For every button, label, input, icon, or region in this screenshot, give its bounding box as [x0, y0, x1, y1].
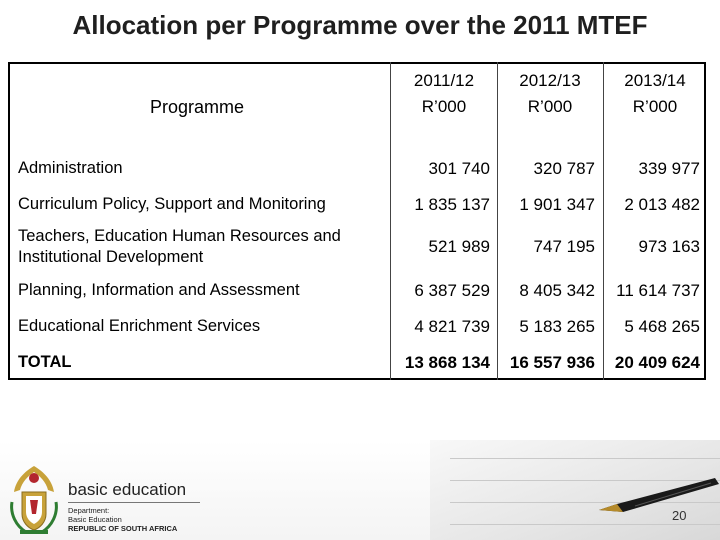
- page-number: 20: [672, 508, 687, 523]
- row-label-administration: Administration: [18, 159, 123, 177]
- table-cell: 5 468 265: [624, 317, 700, 336]
- table-cell: 8 405 342: [519, 281, 595, 300]
- row-label-line: Institutional Development: [18, 248, 204, 266]
- row-label-planning: Planning, Information and Assessment: [18, 281, 300, 299]
- table-cell: 747 195: [533, 237, 595, 256]
- table-cell: 339 977: [638, 159, 700, 178]
- dept-line: Basic Education: [68, 515, 122, 524]
- column-year: 2013/14: [624, 71, 686, 90]
- table-cell: 1 901 347: [519, 195, 595, 214]
- row-label-teachers: [18, 226, 341, 268]
- table-cell: 521 989: [428, 237, 490, 256]
- coat-of-arms-icon: [6, 462, 62, 536]
- row-label-enrichment: Educational Enrichment Services: [18, 317, 261, 335]
- table-cell: 320 787: [533, 159, 595, 178]
- slide-title: Allocation per Programme over the 2011 MTEF: [72, 10, 648, 40]
- table-cell: 11 614 737: [616, 281, 700, 300]
- programme-header: Programme: [150, 97, 245, 117]
- column-unit: R’000: [632, 97, 678, 116]
- row-label-curriculum: Curriculum Policy, Support and Monitoring: [18, 195, 326, 213]
- column-divider: [390, 62, 391, 380]
- department-name: [68, 506, 177, 533]
- dept-line: Department:: [68, 506, 110, 515]
- dept-line: REPUBLIC OF SOUTH AFRICA: [68, 524, 178, 533]
- column-header-2012-13: [498, 68, 602, 120]
- fountain-pen-icon: [595, 476, 720, 516]
- column-year: 2012/13: [519, 71, 581, 90]
- column-unit: R’000: [421, 97, 467, 116]
- brand-divider: [68, 502, 200, 503]
- table-cell: 4 821 739: [414, 317, 490, 336]
- row-label-line: Teachers, Education Human Resources and: [18, 227, 341, 245]
- column-header-2013-14: [604, 68, 706, 120]
- table-cell-total: 20 409 624: [614, 353, 700, 372]
- row-label-total: TOTAL: [18, 353, 72, 371]
- table-cell: 6 387 529: [414, 281, 490, 300]
- column-year: 2011/12: [413, 71, 475, 90]
- table-cell: 5 183 265: [519, 317, 595, 336]
- table-cell-total: 16 557 936: [509, 353, 595, 372]
- table-cell: 1 835 137: [414, 195, 490, 214]
- table-cell: 2 013 482: [624, 195, 700, 214]
- table-cell: 301 740: [428, 159, 490, 178]
- brand-name: basic education: [68, 480, 187, 499]
- column-header-2011-12: [392, 68, 496, 120]
- column-unit: R’000: [527, 97, 573, 116]
- table-cell-total: 13 868 134: [404, 353, 490, 372]
- table-cell: 973 163: [638, 237, 700, 256]
